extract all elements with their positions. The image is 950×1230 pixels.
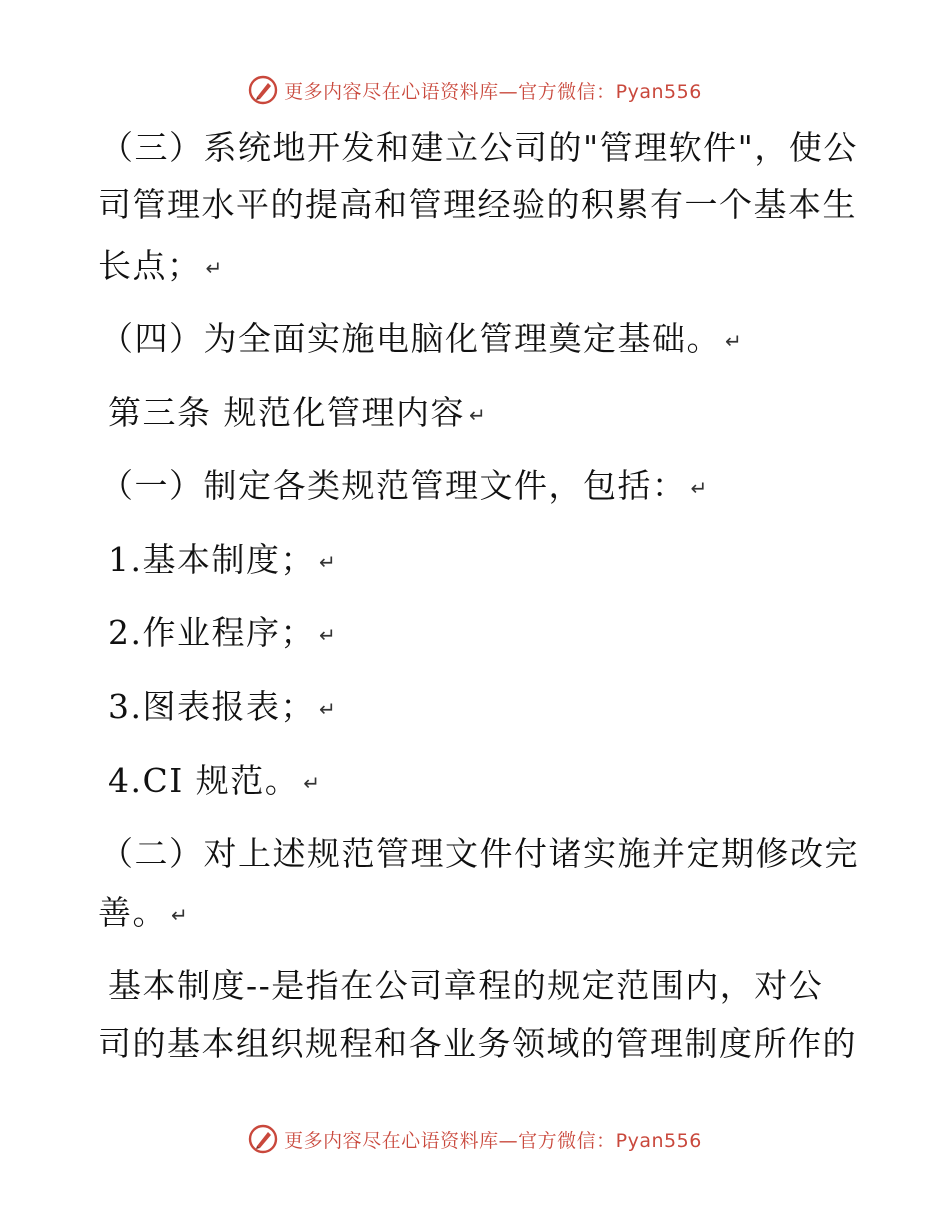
footer-banner-text: 更多内容尽在心语资料库—官方微信：Pyan556 <box>284 1129 702 1152</box>
line-text: 2.作业程序； <box>108 613 315 652</box>
line-text: 第三条 规范化管理内容 <box>108 393 465 432</box>
paragraph-mark-icon: ↵ <box>303 771 321 795</box>
line-text: 善。 <box>98 893 167 932</box>
text-line <box>108 393 486 435</box>
paragraph-mark-icon: ↵ <box>205 256 223 280</box>
footer-banner <box>0 1119 950 1159</box>
line-text: 长点； <box>98 246 202 285</box>
paragraph-mark-icon: ↵ <box>171 903 188 927</box>
paragraph-mark-icon: ↵ <box>319 623 336 647</box>
text-line <box>98 1024 857 1064</box>
text-line <box>100 466 707 508</box>
text-line <box>98 893 188 935</box>
text-line <box>108 966 823 1006</box>
paragraph-mark-icon: ↵ <box>319 550 336 574</box>
line-text: 司的基本组织规程和各业务领域的管理制度所作的 <box>98 1024 857 1063</box>
text-line <box>100 834 859 874</box>
text-line <box>108 761 320 803</box>
line-text: 3.图表报表； <box>108 687 315 726</box>
paragraph-mark-icon: ↵ <box>725 329 742 353</box>
line-text: 4.CI 规范。 <box>108 761 300 800</box>
header-banner-text: 更多内容尽在心语资料库—官方微信：Pyan556 <box>284 80 702 103</box>
line-text: （四）为全面实施电脑化管理奠定基础。 <box>100 319 721 358</box>
line-text: 基本制度--是指在公司章程的规定范围内，对公 <box>108 966 824 1005</box>
header-banner <box>0 70 950 110</box>
line-text: 1.基本制度； <box>108 540 315 579</box>
line-text: （一）制定各类规范管理文件，包括： <box>100 466 687 505</box>
text-line <box>100 128 858 168</box>
text-line <box>108 540 336 582</box>
text-line <box>100 319 742 361</box>
pen-logo-icon <box>248 75 278 105</box>
text-line <box>108 687 336 729</box>
paragraph-mark-icon: ↵ <box>469 403 486 427</box>
paragraph-mark-icon: ↵ <box>690 476 708 500</box>
line-text: 司管理水平的提高和管理经验的积累有一个基本生 <box>98 185 857 224</box>
line-text: （三）系统地开发和建立公司的"管理软件"，使公 <box>100 128 858 167</box>
line-text: （二）对上述规范管理文件付诸实施并定期修改完 <box>100 834 859 873</box>
pen-logo-icon <box>248 1124 278 1154</box>
text-line <box>108 613 336 655</box>
paragraph-mark-icon: ↵ <box>319 697 336 721</box>
text-line <box>98 246 222 288</box>
text-line <box>98 185 857 225</box>
